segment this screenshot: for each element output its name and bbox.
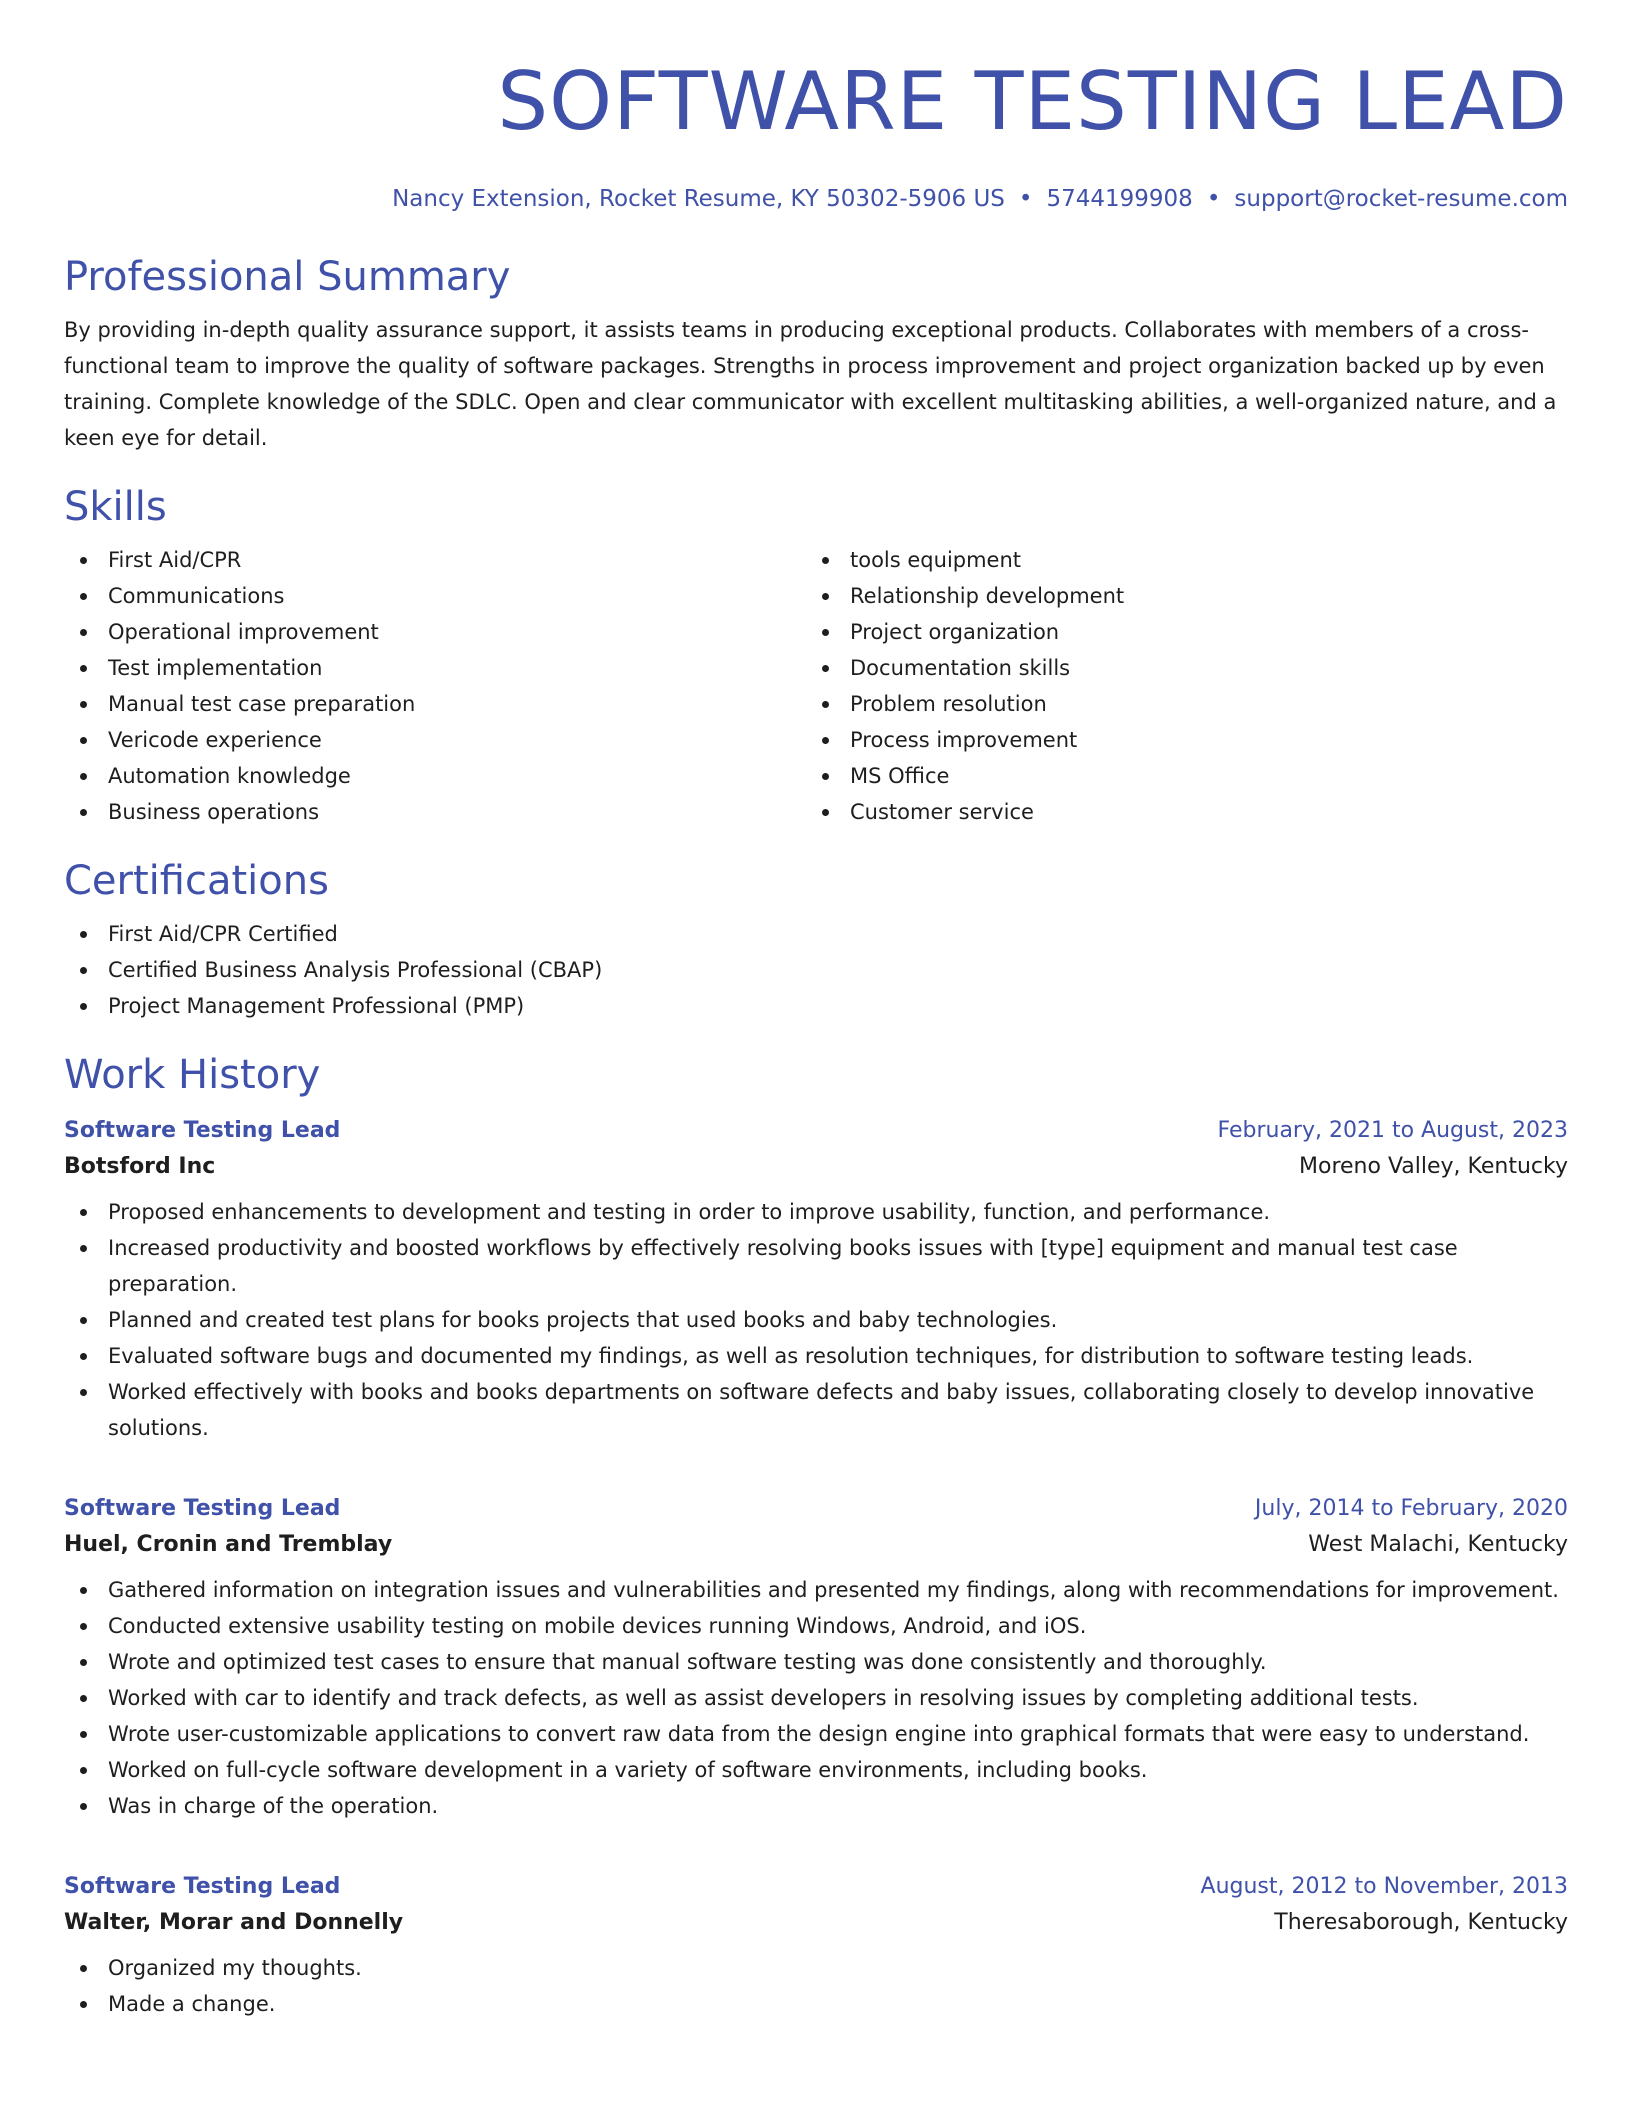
job-spacer — [64, 1446, 1568, 1474]
email-link[interactable]: support@rocket-resume.com — [1234, 186, 1568, 212]
work-history-section — [64, 1050, 1568, 2022]
skill-item: Problem resolution — [806, 686, 1568, 722]
contact-separator: • — [1206, 186, 1221, 212]
job-bullet: Wrote user-customizable applications to convert raw data from the design engine into graphical formats that were easy to understand. — [64, 1716, 1568, 1752]
job-entry — [64, 1492, 1568, 1824]
skill-item: Communications — [64, 578, 806, 614]
address-text: Nancy Extension, Rocket Resume, KY 50302-5906 US — [392, 186, 1005, 212]
job-bullets — [64, 1950, 1568, 2022]
job-bullet: Made a change. — [64, 1986, 1568, 2022]
job-entry — [64, 1114, 1568, 1446]
phone-text: 5744199908 — [1046, 186, 1193, 212]
skill-item: Vericode experience — [64, 722, 806, 758]
job-bullet: Gathered information on integration issues and vulnerabilities and presented my findings, along with recommendations for improvement. — [64, 1572, 1568, 1608]
contact-line — [64, 184, 1568, 214]
job-header-row — [64, 1492, 1568, 1526]
skills-list-left — [64, 542, 806, 830]
certifications-heading: Certifications — [64, 858, 329, 904]
job-dates: February, 2021 to August, 2023 — [1217, 1118, 1568, 1143]
summary-text: By providing in-depth quality assurance support, it assists teams in producing exceptional products. Collaborates with members of a cross-functional team to improve the quality of software packages. Strengths in process improvement and project organization backed up by even training. Complete knowledge of the SDLC. Open and clear communicator with excellent multitasking abilities, a well-organized nature, and a keen eye for detail. — [64, 318, 1557, 450]
summary-section — [64, 252, 1568, 456]
job-bullet: Organized my thoughts. — [64, 1950, 1568, 1986]
job-company-row — [64, 1526, 1568, 1564]
resume-header — [64, 0, 1568, 214]
skill-item: Relationship development — [806, 578, 1568, 614]
skill-item: Project organization — [806, 614, 1568, 650]
skill-item: Operational improvement — [64, 614, 806, 650]
job-header-row — [64, 1114, 1568, 1148]
work-history-heading: Work History — [64, 1052, 321, 1098]
certification-item: Certified Business Analysis Professional (CBAP) — [64, 952, 1568, 988]
job-location: Moreno Valley, Kentucky — [1299, 1154, 1568, 1179]
job-company-row — [64, 1904, 1568, 1942]
skills-section — [64, 482, 1568, 830]
job-dates: August, 2012 to November, 2013 — [1200, 1874, 1568, 1899]
job-title: Software Testing Lead — [64, 1118, 341, 1143]
job-bullet: Proposed enhancements to development and testing in order to improve usability, function, and performance. — [64, 1194, 1568, 1230]
job-company: Botsford Inc — [64, 1154, 216, 1179]
certifications-list — [64, 916, 1568, 1024]
skills-list-right — [806, 542, 1568, 830]
skill-item: Automation knowledge — [64, 758, 806, 794]
summary-heading: Professional Summary — [64, 254, 511, 300]
job-company-row — [64, 1148, 1568, 1186]
skill-item: Manual test case preparation — [64, 686, 806, 722]
contact-separator: • — [1018, 186, 1033, 212]
job-bullet: Was in charge of the operation. — [64, 1788, 1568, 1824]
skills-heading: Skills — [64, 484, 167, 530]
job-bullet: Worked on full-cycle software development in a variety of software environments, including books. — [64, 1752, 1568, 1788]
skill-item: First Aid/CPR — [64, 542, 806, 578]
job-bullets — [64, 1572, 1568, 1824]
job-header-row — [64, 1870, 1568, 1904]
job-entry — [64, 1870, 1568, 2022]
skill-item: Documentation skills — [806, 650, 1568, 686]
skill-item: Test implementation — [64, 650, 806, 686]
job-bullet: Worked effectively with books and books departments on software defects and baby issues, collaborating closely to develop innovative solutions. — [64, 1374, 1568, 1446]
job-title: Software Testing Lead — [64, 1874, 341, 1899]
job-location: Theresaborough, Kentucky — [1274, 1910, 1568, 1935]
skill-item: tools equipment — [806, 542, 1568, 578]
job-bullet: Increased productivity and boosted workflows by effectively resolving books issues with [type] equipment and manual test case preparation. — [64, 1230, 1568, 1302]
job-bullet: Conducted extensive usability testing on mobile devices running Windows, Android, and iOS. — [64, 1608, 1568, 1644]
job-bullet: Evaluated software bugs and documented my findings, as well as resolution techniques, for distribution to software testing leads. — [64, 1338, 1568, 1374]
skill-item: Process improvement — [806, 722, 1568, 758]
certification-item: Project Management Professional (PMP) — [64, 988, 1568, 1024]
job-spacer — [64, 1824, 1568, 1852]
job-company: Huel, Cronin and Tremblay — [64, 1532, 393, 1557]
job-bullet: Planned and created test plans for books projects that used books and baby technologies. — [64, 1302, 1568, 1338]
certification-item: First Aid/CPR Certified — [64, 916, 1568, 952]
job-bullets — [64, 1194, 1568, 1446]
job-dates: July, 2014 to February, 2020 — [1254, 1496, 1568, 1521]
certifications-section — [64, 856, 1568, 1024]
skill-item: Business operations — [64, 794, 806, 830]
job-company: Walter, Morar and Donnelly — [64, 1910, 404, 1935]
job-bullet: Wrote and optimized test cases to ensure that manual software testing was done consistently and thoroughly. — [64, 1644, 1568, 1680]
job-location: West Malachi, Kentucky — [1308, 1532, 1568, 1557]
job-bullet: Worked with car to identify and track defects, as well as assist developers in resolving issues by completing additional tests. — [64, 1680, 1568, 1716]
skills-grid — [64, 532, 1568, 830]
skill-item: MS Office — [806, 758, 1568, 794]
job-title: Software Testing Lead — [64, 1496, 341, 1521]
skill-item: Customer service — [806, 794, 1568, 830]
candidate-title: SOFTWARE TESTING LEAD — [497, 55, 1568, 148]
